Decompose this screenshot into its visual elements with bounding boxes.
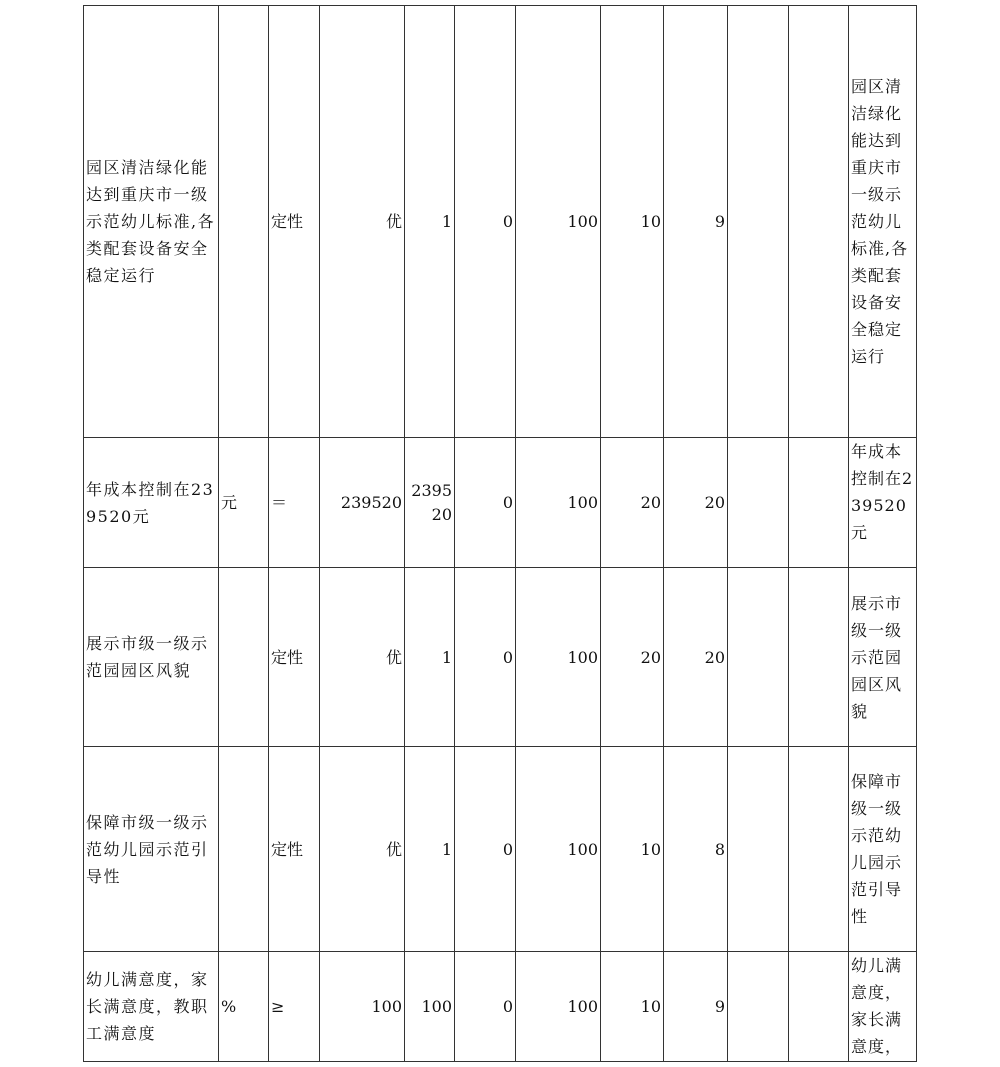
remark-cell: 展示市级一级示范园园区风貌 [849,568,917,747]
score-cell: 9 [664,6,728,438]
symbol-cell: 定性 [269,6,320,438]
remark-cell: 幼儿满意度，家长满意度， [849,952,917,1062]
value-cell: 0 [455,747,516,952]
actual-cell: 1 [405,568,455,747]
symbol-cell: ＝ [269,438,320,568]
target-cell: 239520 [320,438,405,568]
actual-cell: 1 [405,747,455,952]
value-cell: 100 [516,438,601,568]
empty-cell [728,438,789,568]
target-cell: 100 [320,952,405,1062]
value-cell: 100 [516,952,601,1062]
unit-cell [219,568,269,747]
weight-cell: 10 [601,952,664,1062]
unit-cell: 元 [219,438,269,568]
symbol-cell: 定性 [269,747,320,952]
empty-cell [728,6,789,438]
weight-cell: 10 [601,6,664,438]
symbol-cell: ≥ [269,952,320,1062]
empty-cell [728,952,789,1062]
empty-cell [789,6,849,438]
value-cell: 0 [455,952,516,1062]
unit-cell [219,747,269,952]
performance-table [83,5,917,1062]
weight-cell: 20 [601,568,664,747]
remark-cell: 保障市级一级示范幼儿园示范引导性 [849,747,917,952]
remark-cell: 园区清洁绿化能达到重庆市一级示范幼儿标准,各类配套设备安全稳定运行 [849,6,917,438]
symbol-cell: 定性 [269,568,320,747]
value-cell: 0 [455,438,516,568]
score-cell: 9 [664,952,728,1062]
table-row [84,568,917,747]
empty-cell [789,747,849,952]
unit-cell: % [219,952,269,1062]
score-cell: 8 [664,747,728,952]
value-cell: 0 [455,6,516,438]
weight-cell: 20 [601,438,664,568]
empty-cell [728,747,789,952]
actual-cell: 100 [405,952,455,1062]
empty-cell [789,568,849,747]
target-cell: 优 [320,6,405,438]
target-cell: 优 [320,747,405,952]
table-row [84,747,917,952]
empty-cell [789,438,849,568]
table-row [84,6,917,438]
actual-cell: 239520 [405,438,455,568]
actual-cell: 1 [405,6,455,438]
table-row [84,952,917,1062]
indicator-cell: 展示市级一级示范园园区风貌 [84,568,219,747]
score-cell: 20 [664,568,728,747]
indicator-cell: 年成本控制在239520元 [84,438,219,568]
remark-cell: 年成本控制在239520元 [849,438,917,568]
target-cell: 优 [320,568,405,747]
unit-cell [219,6,269,438]
empty-cell [728,568,789,747]
indicator-cell: 幼儿满意度，家长满意度，教职工满意度 [84,952,219,1062]
indicator-cell: 保障市级一级示范幼儿园示范引导性 [84,747,219,952]
value-cell: 100 [516,568,601,747]
indicator-cell: 园区清洁绿化能达到重庆市一级示范幼儿标准,各类配套设备安全稳定运行 [84,6,219,438]
value-cell: 100 [516,747,601,952]
value-cell: 0 [455,568,516,747]
weight-cell: 10 [601,747,664,952]
empty-cell [789,952,849,1062]
score-cell: 20 [664,438,728,568]
value-cell: 100 [516,6,601,438]
table-row [84,438,917,568]
